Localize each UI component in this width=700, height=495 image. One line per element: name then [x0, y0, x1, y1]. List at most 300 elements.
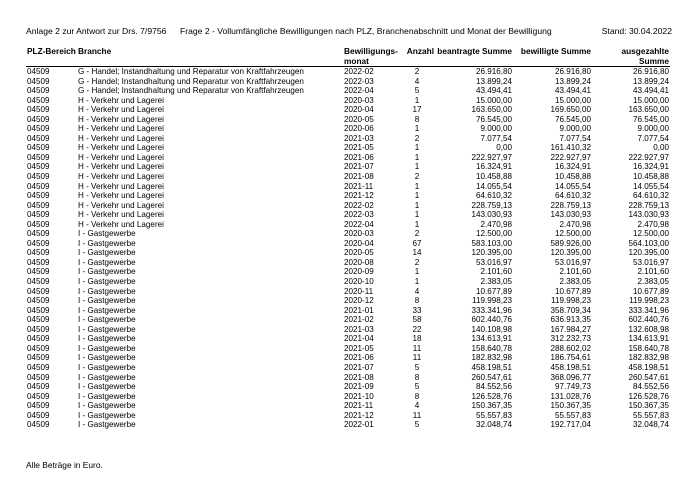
- cell-branche: H - Verkehr und Lagerei: [78, 162, 164, 172]
- cell-monat: 2022-02: [344, 200, 374, 210]
- cell-ausgezahlt: 120.395,00: [628, 248, 669, 258]
- cell-bewilligt: 13.899,24: [554, 76, 591, 86]
- cell-plz: 04509: [27, 210, 50, 220]
- cell-anzahl: 11: [412, 343, 422, 353]
- cell-beantragt: 0,00: [496, 143, 512, 153]
- cell-bewilligt: 368.096,77: [550, 372, 591, 382]
- cell-plz: 04509: [27, 324, 50, 334]
- cell-branche: I - Gastgewerbe: [78, 267, 136, 277]
- cell-ausgezahlt: 14.055,54: [632, 181, 669, 191]
- cell-bewilligt: 192.717,04: [550, 420, 591, 430]
- cell-beantragt: 260.547,61: [471, 372, 512, 382]
- cell-anzahl: 1: [414, 191, 420, 201]
- cell-ausgezahlt: 16.324,91: [632, 162, 669, 172]
- cell-plz: 04509: [27, 219, 50, 229]
- cell-monat: 2021-02: [344, 315, 374, 325]
- cell-plz: 04509: [27, 372, 50, 382]
- table-row: [26, 67, 670, 77]
- cell-monat: 2021-01: [344, 305, 374, 315]
- cell-monat: 2021-10: [344, 391, 374, 401]
- cell-bewilligt: 16.324,91: [554, 162, 591, 172]
- cell-anzahl: 11: [412, 410, 422, 420]
- table-row: [26, 239, 670, 249]
- cell-plz: 04509: [27, 305, 50, 315]
- cell-branche: I - Gastgewerbe: [78, 343, 136, 353]
- cell-ausgezahlt: 228.759,13: [628, 200, 669, 210]
- cell-branche: H - Verkehr und Lagerei: [78, 210, 164, 220]
- cell-monat: 2022-03: [344, 76, 374, 86]
- cell-beantragt: 53.016,97: [475, 257, 512, 267]
- cell-beantragt: 15.000,00: [475, 95, 512, 105]
- footer-note: Alle Beträge in Euro.: [26, 460, 103, 470]
- cell-monat: 2021-12: [344, 410, 374, 420]
- table-row: [26, 277, 670, 287]
- table-row: [26, 382, 670, 392]
- cell-plz: 04509: [27, 248, 50, 258]
- cell-ausgezahlt: 26.916,80: [632, 67, 669, 76]
- cell-bewilligt: 358.709,34: [550, 305, 591, 315]
- cell-ausgezahlt: 602.440,76: [628, 315, 669, 325]
- cell-branche: I - Gastgewerbe: [78, 315, 136, 325]
- cell-anzahl: 5: [414, 382, 420, 392]
- cell-branche: G - Handel; Instandhaltung und Reparatur von Kraftfahrzeugen: [78, 76, 304, 86]
- cell-monat: 2022-02: [344, 67, 374, 76]
- cell-branche: H - Verkehr und Lagerei: [78, 152, 164, 162]
- table-row: [26, 401, 670, 411]
- cell-bewilligt: 150.367,35: [550, 401, 591, 411]
- cell-bewilligt: 15.000,00: [554, 95, 591, 105]
- cell-ausgezahlt: 84.552,56: [632, 382, 669, 392]
- column-header-anzahl: Anzahl: [406, 46, 434, 56]
- cell-anzahl: 5: [414, 362, 420, 372]
- cell-plz: 04509: [27, 229, 50, 239]
- cell-beantragt: 2.470,98: [480, 219, 512, 229]
- cell-ausgezahlt: 13.899,24: [632, 76, 669, 86]
- cell-bewilligt: 589.926,00: [550, 238, 591, 248]
- cell-anzahl: 2: [414, 229, 420, 239]
- cell-beantragt: 126.528,76: [471, 391, 512, 401]
- cell-ausgezahlt: 43.494,41: [632, 86, 669, 96]
- cell-branche: H - Verkehr und Lagerei: [78, 181, 164, 191]
- cell-bewilligt: 143.030,93: [550, 210, 591, 220]
- table-header: [26, 46, 670, 67]
- column-header-ausgezahlt: ausgezahlte Summe: [621, 46, 669, 66]
- table-row: [26, 115, 670, 125]
- cell-branche: I - Gastgewerbe: [78, 391, 136, 401]
- cell-ausgezahlt: 2.383,05: [637, 277, 669, 287]
- cell-bewilligt: 312.232,73: [550, 334, 591, 344]
- cell-anzahl: 4: [414, 76, 420, 86]
- table-row: [26, 220, 670, 230]
- cell-branche: H - Verkehr und Lagerei: [78, 172, 164, 182]
- cell-plz: 04509: [27, 95, 50, 105]
- table-row: [26, 134, 670, 144]
- cell-bewilligt: 43.494,41: [554, 86, 591, 96]
- cell-monat: 2021-05: [344, 343, 374, 353]
- cell-branche: I - Gastgewerbe: [78, 382, 136, 392]
- cell-anzahl: 2: [414, 67, 420, 76]
- cell-monat: 2021-06: [344, 353, 374, 363]
- table-row: [26, 363, 670, 373]
- cell-bewilligt: 10.458,88: [554, 172, 591, 182]
- cell-bewilligt: 131.028,76: [550, 391, 591, 401]
- cell-ausgezahlt: 333.341,96: [628, 305, 669, 315]
- cell-anzahl: 1: [414, 181, 420, 191]
- cell-ausgezahlt: 0,00: [653, 143, 669, 153]
- cell-ausgezahlt: 134.613,91: [628, 334, 669, 344]
- cell-bewilligt: 186.754,61: [550, 353, 591, 363]
- cell-ausgezahlt: 7.077,54: [637, 133, 669, 143]
- cell-anzahl: 14: [412, 248, 422, 258]
- cell-monat: 2020-09: [344, 267, 374, 277]
- cell-ausgezahlt: 163.650,00: [628, 105, 669, 115]
- cell-plz: 04509: [27, 410, 50, 420]
- cell-bewilligt: 228.759,13: [550, 200, 591, 210]
- cell-beantragt: 140.108,98: [471, 324, 512, 334]
- cell-monat: 2021-08: [344, 172, 374, 182]
- cell-plz: 04509: [27, 143, 50, 153]
- cell-anzahl: 17: [412, 105, 422, 115]
- table-row: [26, 306, 670, 316]
- cell-ausgezahlt: 564.103,00: [628, 238, 669, 248]
- cell-bewilligt: 55.557,83: [554, 410, 591, 420]
- cell-anzahl: 33: [412, 305, 422, 315]
- cell-monat: 2021-12: [344, 191, 374, 201]
- cell-ausgezahlt: 64.610,32: [632, 191, 669, 201]
- cell-bewilligt: 10.677,89: [554, 286, 591, 296]
- cell-monat: 2021-06: [344, 152, 374, 162]
- cell-beantragt: 16.324,91: [475, 162, 512, 172]
- cell-branche: H - Verkehr und Lagerei: [78, 95, 164, 105]
- cell-bewilligt: 2.101,60: [559, 267, 591, 277]
- cell-branche: I - Gastgewerbe: [78, 401, 136, 411]
- document-title: Frage 2 - Vollumfängliche Bewilligungen nach PLZ, Branchenabschnitt und Monat der Bewilligung: [180, 26, 552, 36]
- column-header-monat-line2: monat: [344, 56, 369, 66]
- cell-plz: 04509: [27, 152, 50, 162]
- table-row: [26, 201, 670, 211]
- cell-anzahl: 1: [414, 143, 420, 153]
- cell-ausgezahlt: 2.470,98: [637, 219, 669, 229]
- cell-anzahl: 8: [414, 114, 420, 124]
- cell-branche: H - Verkehr und Lagerei: [78, 191, 164, 201]
- table-row: [26, 229, 670, 239]
- cell-beantragt: 84.552,56: [475, 382, 512, 392]
- cell-anzahl: 8: [414, 372, 420, 382]
- cell-bewilligt: 2.383,05: [559, 277, 591, 287]
- cell-plz: 04509: [27, 114, 50, 124]
- cell-beantragt: 2.101,60: [480, 267, 512, 277]
- cell-ausgezahlt: 12.500,00: [632, 229, 669, 239]
- cell-beantragt: 26.916,80: [475, 67, 512, 76]
- cell-monat: 2020-04: [344, 105, 374, 115]
- table-row: [26, 296, 670, 306]
- cell-branche: I - Gastgewerbe: [78, 277, 136, 287]
- cell-anzahl: 2: [414, 257, 420, 267]
- cell-monat: 2020-12: [344, 296, 374, 306]
- cell-plz: 04509: [27, 277, 50, 287]
- cell-ausgezahlt: 10.677,89: [632, 286, 669, 296]
- cell-plz: 04509: [27, 353, 50, 363]
- table-body: [26, 67, 670, 430]
- cell-plz: 04509: [27, 343, 50, 353]
- cell-plz: 04509: [27, 124, 50, 134]
- cell-monat: 2022-04: [344, 219, 374, 229]
- table-row: [26, 420, 670, 430]
- cell-bewilligt: 7.077,54: [559, 133, 591, 143]
- cell-anzahl: 11: [412, 353, 422, 363]
- table-row: [26, 96, 670, 106]
- table-row: [26, 258, 670, 268]
- cell-monat: 2020-06: [344, 124, 374, 134]
- cell-branche: I - Gastgewerbe: [78, 324, 136, 334]
- cell-beantragt: 76.545,00: [475, 114, 512, 124]
- cell-anzahl: 1: [414, 277, 420, 287]
- cell-monat: 2020-08: [344, 257, 374, 267]
- cell-beantragt: 163.650,00: [471, 105, 512, 115]
- cell-monat: 2021-11: [344, 401, 374, 411]
- cell-anzahl: 1: [414, 267, 420, 277]
- cell-monat: 2021-03: [344, 324, 374, 334]
- column-header-monat-line1: Bewilligungs-: [344, 46, 398, 56]
- document-date: Stand: 30.04.2022: [601, 26, 672, 36]
- cell-bewilligt: 288.602,02: [550, 343, 591, 353]
- cell-anzahl: 58: [412, 315, 422, 325]
- cell-anzahl: 67: [412, 238, 422, 248]
- cell-beantragt: 10.458,88: [475, 172, 512, 182]
- cell-plz: 04509: [27, 334, 50, 344]
- cell-monat: 2021-09: [344, 382, 374, 392]
- cell-ausgezahlt: 55.557,83: [632, 410, 669, 420]
- table-row: [26, 105, 670, 115]
- cell-monat: 2021-07: [344, 362, 374, 372]
- cell-bewilligt: 636.913,35: [550, 315, 591, 325]
- cell-ausgezahlt: 10.458,88: [632, 172, 669, 182]
- cell-bewilligt: 161.410,32: [550, 143, 591, 153]
- cell-anzahl: 4: [414, 286, 420, 296]
- cell-branche: I - Gastgewerbe: [78, 257, 136, 267]
- cell-beantragt: 182.832,98: [471, 353, 512, 363]
- cell-bewilligt: 222.927,97: [550, 152, 591, 162]
- cell-beantragt: 143.030,93: [471, 210, 512, 220]
- cell-plz: 04509: [27, 267, 50, 277]
- cell-ausgezahlt: 9.000,00: [637, 124, 669, 134]
- cell-anzahl: 8: [414, 391, 420, 401]
- table-row: [26, 77, 670, 87]
- cell-ausgezahlt: 53.016,97: [632, 257, 669, 267]
- cell-monat: 2022-04: [344, 86, 374, 96]
- cell-beantragt: 2.383,05: [480, 277, 512, 287]
- cell-branche: H - Verkehr und Lagerei: [78, 124, 164, 134]
- table-row: [26, 86, 670, 96]
- cell-branche: H - Verkehr und Lagerei: [78, 105, 164, 115]
- cell-monat: 2021-03: [344, 133, 374, 143]
- cell-ausgezahlt: 76.545,00: [632, 114, 669, 124]
- column-header-branche: Branche: [78, 46, 112, 56]
- table-row: [26, 210, 670, 220]
- table-row: [26, 248, 670, 258]
- table-row: [26, 287, 670, 297]
- document-reference: Anlage 2 zur Antwort zur Drs. 7/9756: [26, 26, 167, 36]
- cell-bewilligt: 53.016,97: [554, 257, 591, 267]
- cell-anzahl: 8: [414, 296, 420, 306]
- table-row: [26, 153, 670, 163]
- cell-beantragt: 12.500,00: [475, 229, 512, 239]
- cell-monat: 2022-03: [344, 210, 374, 220]
- cell-branche: I - Gastgewerbe: [78, 238, 136, 248]
- cell-bewilligt: 2.470,98: [559, 219, 591, 229]
- cell-beantragt: 14.055,54: [475, 181, 512, 191]
- table-row: [26, 315, 670, 325]
- column-header-bewilligt: bewilligte Summe: [520, 46, 591, 56]
- cell-bewilligt: 76.545,00: [554, 114, 591, 124]
- cell-ausgezahlt: 458.198,51: [628, 362, 669, 372]
- cell-anzahl: 1: [414, 219, 420, 229]
- cell-branche: I - Gastgewerbe: [78, 372, 136, 382]
- cell-beantragt: 583.103,00: [471, 238, 512, 248]
- cell-ausgezahlt: 150.367,35: [628, 401, 669, 411]
- data-table: [26, 46, 670, 430]
- column-header-plz: PLZ-Bereich: [27, 46, 76, 56]
- cell-monat: 2020-11: [344, 286, 374, 296]
- cell-monat: 2021-11: [344, 181, 374, 191]
- cell-plz: 04509: [27, 391, 50, 401]
- cell-beantragt: 43.494,41: [475, 86, 512, 96]
- table-row: [26, 182, 670, 192]
- cell-branche: I - Gastgewerbe: [78, 286, 136, 296]
- cell-beantragt: 13.899,24: [475, 76, 512, 86]
- cell-anzahl: 5: [414, 86, 420, 96]
- cell-beantragt: 9.000,00: [480, 124, 512, 134]
- table-row: [26, 267, 670, 277]
- column-header-beantragt: beantragte Summe: [437, 46, 512, 56]
- cell-branche: I - Gastgewerbe: [78, 362, 136, 372]
- cell-beantragt: 64.610,32: [475, 191, 512, 201]
- cell-bewilligt: 458.198,51: [550, 362, 591, 372]
- cell-beantragt: 10.677,89: [475, 286, 512, 296]
- cell-bewilligt: 26.916,80: [554, 67, 591, 76]
- cell-anzahl: 1: [414, 95, 420, 105]
- cell-bewilligt: 167.984,27: [550, 324, 591, 334]
- cell-branche: I - Gastgewerbe: [78, 248, 136, 258]
- cell-monat: 2021-07: [344, 162, 374, 172]
- cell-monat: 2020-05: [344, 114, 374, 124]
- cell-beantragt: 55.557,83: [475, 410, 512, 420]
- cell-anzahl: 18: [412, 334, 422, 344]
- cell-plz: 04509: [27, 257, 50, 267]
- cell-plz: 04509: [27, 162, 50, 172]
- cell-monat: 2020-04: [344, 238, 374, 248]
- cell-anzahl: 4: [414, 401, 420, 411]
- cell-branche: I - Gastgewerbe: [78, 296, 136, 306]
- cell-ausgezahlt: 132.608,98: [628, 324, 669, 334]
- cell-beantragt: 150.367,35: [471, 401, 512, 411]
- cell-branche: I - Gastgewerbe: [78, 229, 136, 239]
- cell-monat: 2022-01: [344, 420, 374, 430]
- cell-anzahl: 2: [414, 133, 420, 143]
- cell-ausgezahlt: 182.832,98: [628, 353, 669, 363]
- cell-plz: 04509: [27, 401, 50, 411]
- table-row: [26, 411, 670, 421]
- cell-ausgezahlt: 126.528,76: [628, 391, 669, 401]
- cell-monat: 2021-08: [344, 372, 374, 382]
- cell-beantragt: 119.998,23: [472, 296, 512, 306]
- cell-branche: I - Gastgewerbe: [78, 410, 136, 420]
- cell-beantragt: 333.341,96: [471, 305, 512, 315]
- cell-branche: H - Verkehr und Lagerei: [78, 143, 164, 153]
- cell-monat: 2020-03: [344, 95, 374, 105]
- cell-bewilligt: 64.610,32: [554, 191, 591, 201]
- cell-bewilligt: 120.395,00: [550, 248, 591, 258]
- cell-plz: 04509: [27, 181, 50, 191]
- cell-plz: 04509: [27, 172, 50, 182]
- cell-bewilligt: 9.000,00: [559, 124, 591, 134]
- cell-beantragt: 32.048,74: [475, 420, 512, 430]
- cell-plz: 04509: [27, 315, 50, 325]
- cell-monat: 2020-05: [344, 248, 374, 258]
- column-header-monat: [343, 46, 399, 67]
- cell-beantragt: 158.640,78: [471, 343, 512, 353]
- cell-branche: G - Handel; Instandhaltung und Reparatur von Kraftfahrzeugen: [78, 67, 304, 76]
- cell-ausgezahlt: 2.101,60: [637, 267, 669, 277]
- cell-beantragt: 120.395,00: [471, 248, 512, 258]
- cell-beantragt: 228.759,13: [471, 200, 512, 210]
- cell-beantragt: 458.198,51: [471, 362, 512, 372]
- cell-ausgezahlt: 158.640,78: [628, 343, 669, 353]
- cell-branche: H - Verkehr und Lagerei: [78, 133, 164, 143]
- cell-beantragt: 134.613,91: [471, 334, 512, 344]
- cell-bewilligt: 169.650,00: [550, 105, 591, 115]
- cell-anzahl: 22: [412, 324, 422, 334]
- cell-plz: 04509: [27, 420, 50, 430]
- cell-branche: I - Gastgewerbe: [78, 305, 136, 315]
- table-row: [26, 143, 670, 153]
- cell-ausgezahlt: 222.927,97: [628, 152, 669, 162]
- cell-bewilligt: 14.055,54: [554, 181, 591, 191]
- cell-beantragt: 7.077,54: [480, 133, 512, 143]
- cell-plz: 04509: [27, 86, 50, 96]
- cell-monat: 2020-03: [344, 229, 374, 239]
- cell-anzahl: 1: [414, 124, 420, 134]
- table-row: [26, 191, 670, 201]
- cell-plz: 04509: [27, 382, 50, 392]
- table-row: [26, 344, 670, 354]
- cell-bewilligt: 12.500,00: [554, 229, 591, 239]
- cell-plz: 04509: [27, 191, 50, 201]
- cell-anzahl: 1: [414, 152, 420, 162]
- cell-anzahl: 2: [414, 172, 420, 182]
- table-row: [26, 373, 670, 383]
- cell-monat: 2021-05: [344, 143, 374, 153]
- cell-branche: I - Gastgewerbe: [78, 353, 136, 363]
- table-row: [26, 334, 670, 344]
- cell-ausgezahlt: 32.048,74: [632, 420, 669, 430]
- cell-plz: 04509: [27, 362, 50, 372]
- cell-anzahl: 1: [414, 162, 420, 172]
- cell-plz: 04509: [27, 286, 50, 296]
- cell-beantragt: 222.927,97: [471, 152, 512, 162]
- cell-bewilligt: 97.749,73: [554, 382, 591, 392]
- cell-anzahl: 5: [414, 420, 420, 430]
- cell-monat: 2020-10: [344, 277, 374, 287]
- table-row: [26, 353, 670, 363]
- cell-plz: 04509: [27, 238, 50, 248]
- cell-ausgezahlt: 119.998,23: [629, 296, 669, 306]
- cell-beantragt: 602.440,76: [471, 315, 512, 325]
- cell-anzahl: 1: [414, 210, 420, 220]
- cell-plz: 04509: [27, 76, 50, 86]
- cell-ausgezahlt: 143.030,93: [628, 210, 669, 220]
- table-row: [26, 325, 670, 335]
